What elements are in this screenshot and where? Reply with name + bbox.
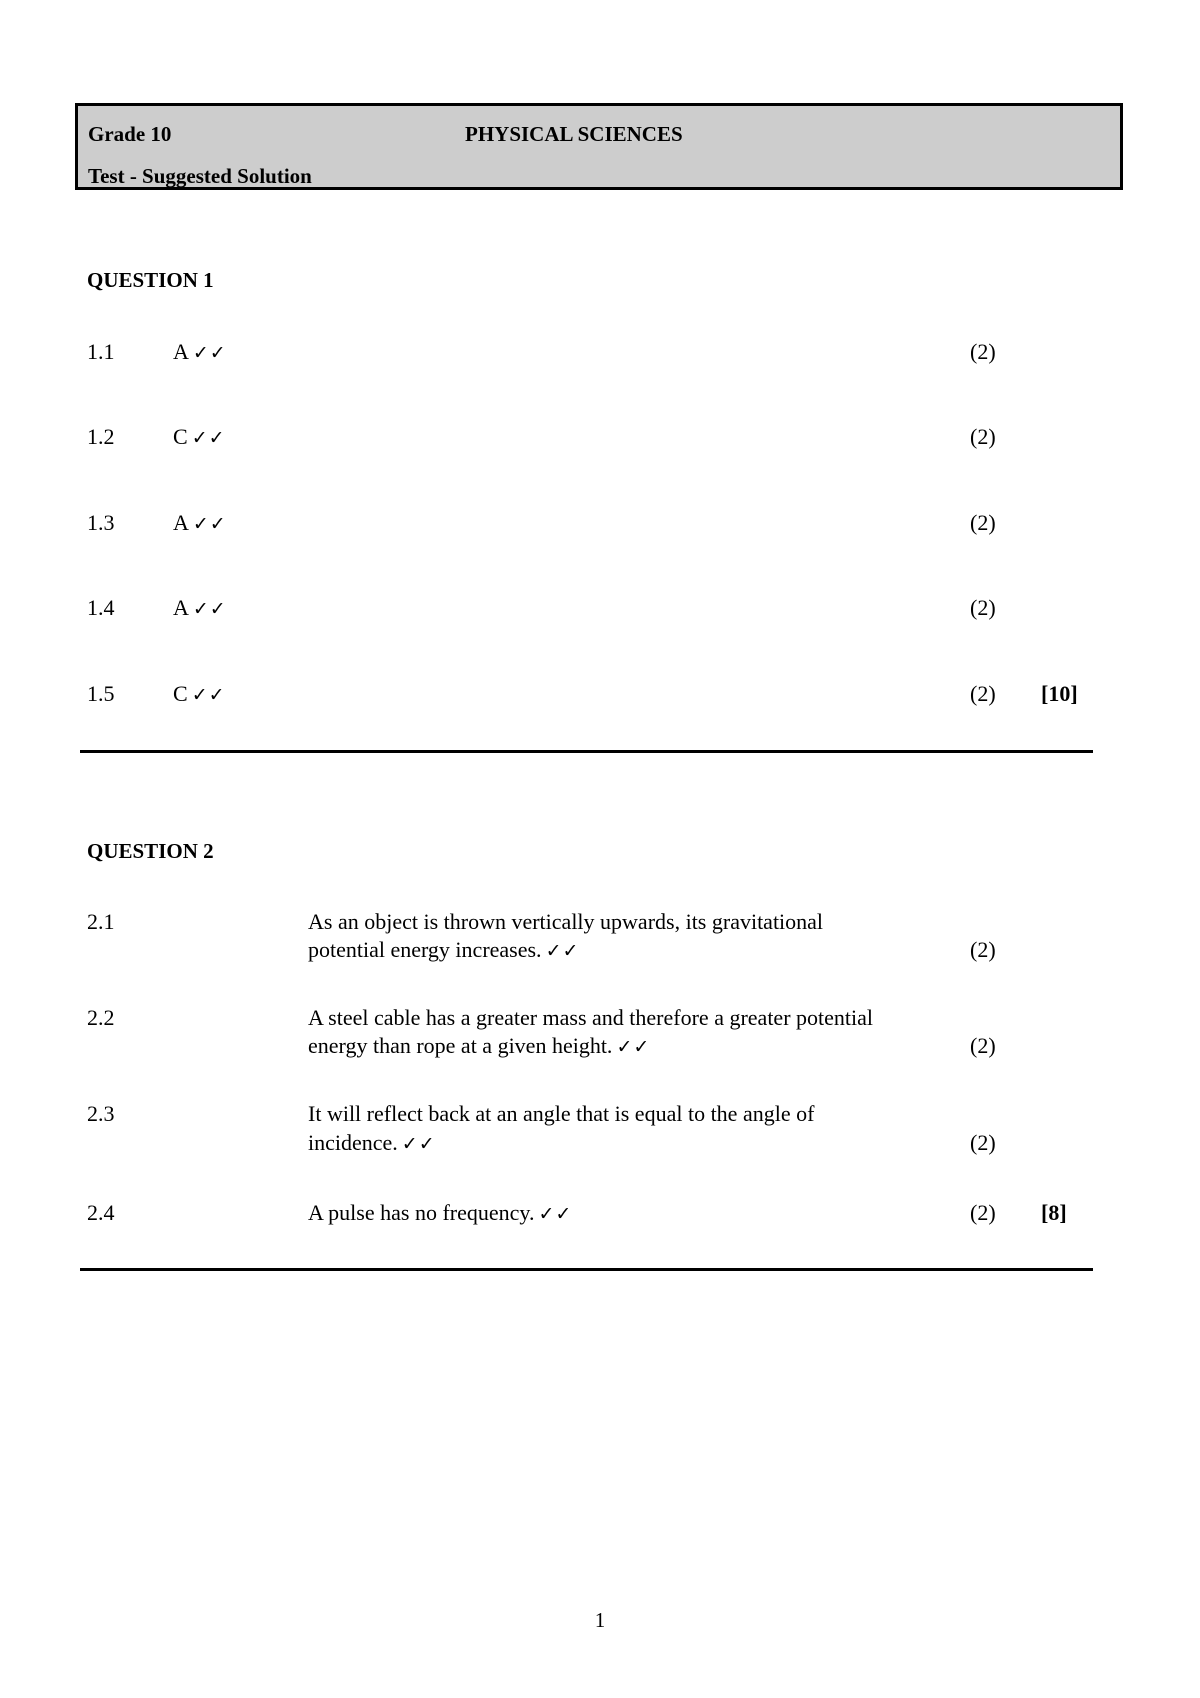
- q2-item-number: 2.4: [87, 1200, 115, 1225]
- check-mark-icon: ✓✓: [191, 427, 226, 449]
- check-mark-icon: ✓✓: [192, 342, 227, 364]
- q2-answer-text: incidence.: [308, 1130, 398, 1155]
- q1-answer-letter: A: [173, 339, 189, 364]
- q1-answer-letter: C: [173, 424, 188, 449]
- check-mark-icon: ✓✓: [616, 1036, 651, 1058]
- check-mark-icon: ✓✓: [191, 684, 226, 706]
- question-2-total: [8]: [1041, 1200, 1067, 1225]
- q2-item-number: 2.2: [87, 1005, 115, 1030]
- q1-answer-letter: A: [173, 510, 189, 535]
- header-test-title: Test - Suggested Solution: [88, 164, 312, 188]
- q1-item-answer: [173, 512, 227, 534]
- q2-item-marks: (2): [970, 1200, 996, 1225]
- q2-item-answer-line1: It will reflect back at an angle that is equal to the angle of: [308, 1101, 815, 1126]
- q1-item-marks: (2): [970, 339, 996, 364]
- q1-item-number: 1.4: [87, 595, 115, 620]
- question-1-heading: QUESTION 1: [87, 268, 214, 292]
- q1-item-answer: [173, 597, 227, 619]
- q2-item-marks: (2): [970, 937, 996, 962]
- check-mark-icon: ✓✓: [545, 940, 580, 962]
- q2-answer-text: energy than rope at a given height.: [308, 1033, 613, 1058]
- question-2-heading: QUESTION 2: [87, 839, 214, 863]
- check-mark-icon: ✓✓: [538, 1203, 573, 1225]
- q2-answer-text: potential energy increases.: [308, 937, 542, 962]
- section-divider: [80, 750, 1093, 753]
- page-number: 1: [594, 1608, 606, 1632]
- q1-item-answer: [173, 426, 226, 448]
- q2-item-number: 2.3: [87, 1101, 115, 1126]
- q1-item-marks: (2): [970, 510, 996, 535]
- q2-item-marks: (2): [970, 1130, 996, 1155]
- header-grade: Grade 10: [88, 122, 172, 146]
- q1-item-marks: (2): [970, 595, 996, 620]
- q1-item-number: 1.5: [87, 681, 115, 706]
- q1-item-answer: [173, 341, 227, 363]
- q2-item-answer-line2: [308, 1035, 650, 1057]
- question-1-total: [10]: [1041, 681, 1078, 706]
- q1-item-number: 1.1: [87, 339, 115, 364]
- header-subject: PHYSICAL SCIENCES: [465, 122, 683, 146]
- q1-item-number: 1.2: [87, 424, 115, 449]
- section-divider: [80, 1268, 1093, 1271]
- q2-item-number: 2.1: [87, 909, 115, 934]
- q1-answer-letter: A: [173, 595, 189, 620]
- q1-item-marks: (2): [970, 424, 996, 449]
- check-mark-icon: ✓✓: [401, 1133, 436, 1155]
- q2-item-answer-line2: [308, 1132, 436, 1154]
- q1-answer-letter: C: [173, 681, 188, 706]
- q2-item-answer-line1: [308, 1202, 572, 1224]
- q1-item-marks: (2): [970, 681, 996, 706]
- q2-answer-text: A pulse has no frequency.: [308, 1200, 535, 1225]
- q2-item-answer-line1: A steel cable has a greater mass and therefore a greater potential: [308, 1005, 873, 1030]
- q2-item-answer-line1: As an object is thrown vertically upwards, its gravitational: [308, 909, 824, 934]
- check-mark-icon: ✓✓: [192, 513, 227, 535]
- q1-item-answer: [173, 683, 226, 705]
- header-box: [75, 103, 1123, 190]
- q2-item-answer-line2: [308, 939, 579, 961]
- q1-item-number: 1.3: [87, 510, 115, 535]
- q2-item-marks: (2): [970, 1033, 996, 1058]
- check-mark-icon: ✓✓: [192, 598, 227, 620]
